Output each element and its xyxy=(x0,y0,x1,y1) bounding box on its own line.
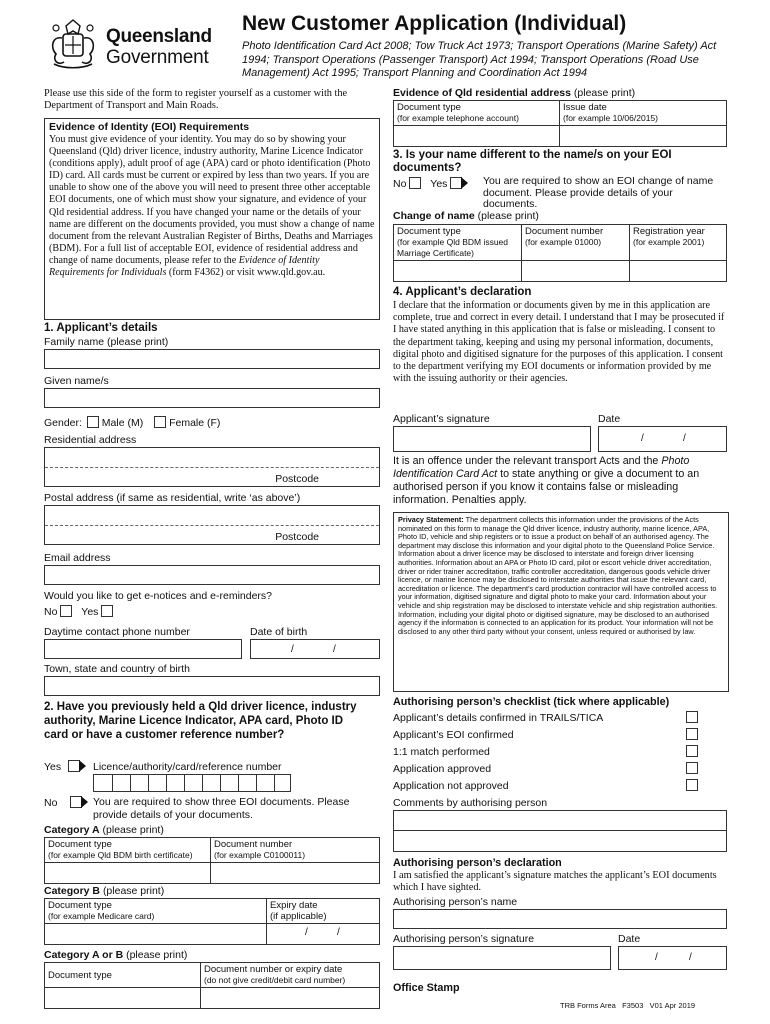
s3-row: No Yes xyxy=(393,177,468,190)
postal-address-input[interactable] xyxy=(44,505,380,545)
res-doc-type-input[interactable] xyxy=(394,126,560,147)
auth-sig-label: Authorising person’s signature xyxy=(393,933,535,945)
s2-no-text: You are required to show three EOI documents. Please provide details of your documents. xyxy=(93,796,350,821)
section3-title: 3. Is your name different to the name/s on your EOI documents? xyxy=(393,149,672,174)
enotices-no-checkbox[interactable] xyxy=(60,605,72,617)
eoi-box-text: You must give evidence of your identity. You may do so by showing your Queensland (Qld) driver licence, industry authority, Marine Licence Indicator (conditions apply), adult proof of age (APA) card or photo identification (Photo ID) card. All cards must be current or expired by less than two years. If you are unable to show one of the above you will need to present three other acceptable EOI documents, one of which must show your signature, and evidence of your Qld residential address. If you have changed your name or the details of your name are different on the documents provided, you must show a change of name document from the relevant Australian Register of Births, Deaths and Marriages (BDM). For a full list of acceptable EOI, evidence of residential address and change of name documents, please refer to the Evidence of Identity Requirements for Individuals (form F4362) or visit www.qld.gov.au. xyxy=(49,134,375,279)
eoi-ref-italic: Evidence of Identity Requirements for Individuals xyxy=(49,254,320,279)
male-checkbox[interactable] xyxy=(87,416,99,428)
checklist-checkbox[interactable] xyxy=(686,745,698,757)
cat-b-expiry-input[interactable]: / / xyxy=(267,924,380,945)
male-label: Male (M) xyxy=(101,417,144,429)
checklist-item: Applicant’s details confirmed in TRAILS/TICA xyxy=(393,712,604,724)
family-name-input[interactable] xyxy=(44,349,380,369)
cat-a-doc-type-input[interactable] xyxy=(45,863,211,884)
email-label: Email address xyxy=(44,552,111,564)
comments-input[interactable] xyxy=(393,810,727,852)
checklist-checkbox[interactable] xyxy=(686,779,698,791)
applicant-signature-input[interactable] xyxy=(393,426,591,452)
eoi-requirements-box xyxy=(44,118,380,320)
cn-doc-number-input[interactable] xyxy=(522,261,630,282)
cat-b-table: Document type (for example Medicare card) Expiry date (if applicable) / / xyxy=(44,898,380,945)
checklist-item: Application approved xyxy=(393,763,492,775)
postcode-label: Postcode xyxy=(275,473,319,485)
coat-of-arms-icon xyxy=(44,14,102,72)
email-input[interactable] xyxy=(44,565,380,585)
phone-input[interactable] xyxy=(44,639,242,659)
arrow-icon xyxy=(461,177,468,189)
form-acts: Photo Identification Card Act 2008; Tow Truck Act 1973; Transport Operations (Marine Safety) Act 1994; Transport Operations (Passenger Transport) Act 1994; Transport Operations (Road Use Management) Act 1995; Transport Planning and Coordination Act 1994 xyxy=(242,40,717,79)
section1-title: 1. Applicant’s details xyxy=(44,322,158,334)
town-label: Town, state and country of birth xyxy=(44,663,190,675)
enotices-yes-checkbox[interactable] xyxy=(101,605,113,617)
auth-name-input[interactable] xyxy=(393,909,727,929)
applicant-date-label: Date xyxy=(598,413,621,425)
s2-yes-row: Yes Licence/authority/card/reference number xyxy=(44,761,282,773)
qld-logo xyxy=(44,14,219,74)
footer-code: TRB Forms Area F3503 V01 Apr 2019 xyxy=(560,1001,696,1010)
cat-ab-label: Category A or B (please print) xyxy=(44,949,188,961)
licence-number-input[interactable] xyxy=(93,774,291,792)
gender-label: Gender: xyxy=(44,417,82,429)
offence-text: It is an offence under the relevant transport Acts and the Photo Identification Card Act to state anything or give a document to an authorised person if you know it contains false or misleading information. Penalties apply. xyxy=(393,455,700,506)
privacy-statement: Privacy Statement: The department collects this information under the provisions of the Acts nominated on this form to manage the Qld driver licence, industry authority, marine licence, APA, Photo ID, vehicle and ship registers or to issue a product on behalf of an authorised agency. The department may disclose this information and your digital photo to the Queensland Police Service. Information about a driver licence may be disclosed to interstate and foreign driver licensing authorities. Information about an APA or Photo ID card, pilot or escort vehicle driver accreditation, driver or rider trainer accreditation, traffic controller accreditation, dangerous goods vehicle driver licence, or marine licence may be disclosed to interstate authorities that issue the relevant card, accreditation or licence. The department's card production contractor will have controlled access to your information, digitised signature and digital photo to make your card. Information about your vehicle and ship registration may be disclosed to interstate vehicle and ship registration authorities. Information, including your digital photo or digitised signature, may be disclosed to an authorised agency if the information is connected to an application for its product. Your information will not be disclosed to any other third party without your consent, unless required or authorised by law. xyxy=(393,512,729,692)
applicant-date-input[interactable]: / / xyxy=(598,426,727,452)
section2-title: 2. Have you previously held a Qld driver licence, industry authority, Marine Licence Indicator, APA card, Photo ID card or have a customer reference number? xyxy=(44,701,357,741)
enotices-label: Would you like to get e-notices and e-reminders? xyxy=(44,590,273,602)
auth-name-label: Authorising person’s name xyxy=(393,896,518,908)
dob-label: Date of birth xyxy=(250,626,308,638)
checklist-checkbox[interactable] xyxy=(686,728,698,740)
residential-label: Residential address xyxy=(44,434,137,446)
logo-line1: Queensland xyxy=(106,26,212,47)
checklist-item: 1:1 match performed xyxy=(393,746,490,758)
s2-no-row: No xyxy=(44,796,88,809)
cat-ab-doc-type-input[interactable] xyxy=(45,988,201,1009)
auth-decl-text: I am satisfied the applicant’s signature matches the applicant’s EOI documents which I have sighted. xyxy=(393,870,717,893)
cat-b-doc-type-input[interactable] xyxy=(45,924,267,945)
town-input[interactable] xyxy=(44,676,380,696)
s3-no-checkbox[interactable] xyxy=(409,177,421,189)
checklist-checkbox[interactable] xyxy=(686,711,698,723)
cn-doc-type-input[interactable] xyxy=(394,261,522,282)
checklist-title: Authorising person’s checklist (tick where applicable) xyxy=(393,696,670,708)
phone-label: Daytime contact phone number xyxy=(44,626,190,638)
eoi-res-label: Evidence of Qld residential address (please print) xyxy=(393,87,636,99)
change-name-table: Document type (for example Qld BDM issued Marriage Certificate) Document number (for example 01000) Registration year (for example 2001) xyxy=(393,224,727,282)
applicant-sig-label: Applicant’s signature xyxy=(393,413,490,425)
cat-a-label: Category A (please print) xyxy=(44,824,164,836)
cat-b-label: Category B (please print) xyxy=(44,885,165,897)
s4-text: I declare that the information or documents given by me in this application are complete, true and correct in every detail. I understand that I may be prosecuted if I have stated anything in this application that is false or misleading. I consent to the department taking, keeping and using my personal information, documents, digital photo and digitised signature for the purposes of this application. I consent to the department verifying my EOI documents or information provided by me with the issuing authority or their agencies. xyxy=(393,300,725,385)
auth-decl-title: Authorising person’s declaration xyxy=(393,857,562,869)
female-checkbox[interactable] xyxy=(154,416,166,428)
residential-address-input[interactable] xyxy=(44,447,380,487)
section4-title: 4. Applicant’s declaration xyxy=(393,286,532,298)
checklist-item: Application not approved xyxy=(393,780,509,792)
eoi-res-table: Document type (for example telephone account) Issue date (for example 10/06/2015) xyxy=(393,100,727,147)
enotices-row: No Yes xyxy=(44,605,113,618)
gender-row xyxy=(44,416,220,429)
given-names-label: Given name/s xyxy=(44,375,109,387)
form-title: New Customer Application (Individual) xyxy=(242,12,627,35)
auth-date-input[interactable]: / / xyxy=(618,946,727,970)
female-label: Female (F) xyxy=(169,417,221,429)
auth-date-label: Date xyxy=(618,933,641,945)
auth-signature-input[interactable] xyxy=(393,946,611,970)
family-name-label: Family name (please print) xyxy=(44,336,169,348)
checklist-item: Applicant’s EOI confirmed xyxy=(393,729,514,741)
cat-ab-doc-number-input[interactable] xyxy=(201,988,380,1009)
dob-input[interactable]: / / xyxy=(250,639,380,659)
given-names-input[interactable] xyxy=(44,388,380,408)
postal-label: Postal address (if same as residential, write ‘as above’) xyxy=(44,492,301,504)
office-stamp-label: Office Stamp xyxy=(393,982,460,994)
arrow-icon xyxy=(79,760,86,772)
cat-a-table: Document type (for example Qld BDM birth certificate) Document number (for example C0100011) xyxy=(44,837,380,884)
cat-a-doc-number-input[interactable] xyxy=(211,863,380,884)
cn-reg-year-input[interactable] xyxy=(630,261,727,282)
eoi-box-title: Evidence of Identity (EOI) Requirements xyxy=(49,121,250,133)
change-name-label: Change of name (please print) xyxy=(393,210,539,222)
intro-text: Please use this side of the form to register yourself as a customer with the Department of Transport and Main Roads. xyxy=(44,88,348,111)
cat-ab-table: Document type Document number or expiry date (do not give credit/debit card number) xyxy=(44,962,380,1009)
res-issue-date-input[interactable] xyxy=(560,126,727,147)
checklist-checkbox[interactable] xyxy=(686,762,698,774)
arrow-icon xyxy=(81,796,88,808)
s3-yes-text: You are required to show an EOI change of name document. Please provide details of your documents. xyxy=(483,175,714,210)
comments-label: Comments by authorising person xyxy=(393,797,548,809)
logo-line2: Government xyxy=(106,47,209,68)
postcode-label-2: Postcode xyxy=(275,531,319,543)
